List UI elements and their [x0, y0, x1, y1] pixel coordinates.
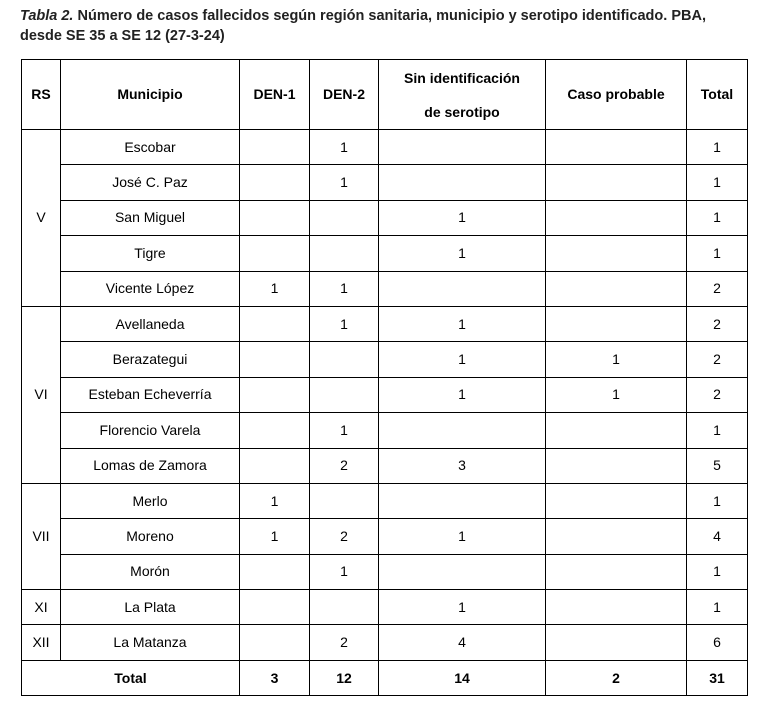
sin-cell: 4	[379, 625, 546, 660]
den2-cell: 1	[310, 165, 379, 200]
caso-cell	[546, 306, 687, 341]
den1-cell	[240, 413, 310, 448]
municipio-cell: Florencio Varela	[61, 413, 240, 448]
sin-cell: 1	[379, 236, 546, 271]
total-cell: 2	[687, 377, 748, 412]
den2-cell	[310, 590, 379, 625]
total-cell: 4	[687, 519, 748, 554]
caso-cell	[546, 448, 687, 483]
total-cell: 6	[687, 625, 748, 660]
table-caption	[20, 6, 750, 46]
den1-cell	[240, 306, 310, 341]
municipio-cell: Escobar	[61, 130, 240, 165]
rs-cell: VI	[22, 306, 61, 483]
header-caso-probable: Caso probable	[546, 60, 687, 130]
den1-cell	[240, 625, 310, 660]
sin-cell: 1	[379, 519, 546, 554]
den2-cell	[310, 377, 379, 412]
caption-text: Número de casos fallecidos según región sanitaria, municipio y serotipo identificado. PBA, desde SE 35 a SE 12 (27-3-24)	[20, 8, 706, 44]
table-row	[22, 236, 748, 271]
total-cell: 1	[687, 236, 748, 271]
den1-cell: 1	[240, 271, 310, 306]
total-cell: 1	[687, 130, 748, 165]
den2-cell	[310, 236, 379, 271]
municipio-cell: Morón	[61, 554, 240, 589]
den1-cell	[240, 130, 310, 165]
sin-cell: 1	[379, 200, 546, 235]
municipio-cell: Tigre	[61, 236, 240, 271]
caso-cell	[546, 483, 687, 518]
table-row	[22, 342, 748, 377]
municipio-cell: Vicente López	[61, 271, 240, 306]
sin-cell: 1	[379, 306, 546, 341]
table-row	[22, 590, 748, 625]
header-total: Total	[687, 60, 748, 130]
header-den1: DEN-1	[240, 60, 310, 130]
municipio-cell: Lomas de Zamora	[61, 448, 240, 483]
caso-cell	[546, 590, 687, 625]
den1-cell: 1	[240, 483, 310, 518]
total-cell: 1	[687, 554, 748, 589]
total-cell: 1	[687, 590, 748, 625]
sin-cell: 1	[379, 342, 546, 377]
table-row	[22, 271, 748, 306]
rs-cell: VII	[22, 483, 61, 589]
total-cell: 1	[687, 413, 748, 448]
total-cell: 5	[687, 448, 748, 483]
totals-row	[22, 660, 748, 695]
table-row	[22, 377, 748, 412]
den2-cell	[310, 342, 379, 377]
table-row	[22, 519, 748, 554]
den2-cell: 2	[310, 519, 379, 554]
total-cell: 1	[687, 165, 748, 200]
total-cell: 2	[687, 271, 748, 306]
municipio-cell: Moreno	[61, 519, 240, 554]
caption-lead: Tabla 2.	[20, 8, 74, 24]
den1-cell	[240, 342, 310, 377]
table-row	[22, 413, 748, 448]
caso-cell	[546, 271, 687, 306]
table-row	[22, 165, 748, 200]
sin-cell	[379, 554, 546, 589]
header-rs: RS	[22, 60, 61, 130]
table-body	[22, 130, 748, 661]
table-row	[22, 448, 748, 483]
sin-cell	[379, 271, 546, 306]
sin-cell: 3	[379, 448, 546, 483]
den1-cell	[240, 590, 310, 625]
totals-caso: 2	[546, 660, 687, 695]
header-municipio: Municipio	[61, 60, 240, 130]
caso-cell	[546, 519, 687, 554]
den2-cell: 2	[310, 625, 379, 660]
den2-cell: 1	[310, 413, 379, 448]
den2-cell	[310, 200, 379, 235]
rs-cell: XII	[22, 625, 61, 660]
table-row	[22, 130, 748, 165]
caso-cell	[546, 625, 687, 660]
caso-cell	[546, 165, 687, 200]
caso-cell	[546, 554, 687, 589]
sin-cell: 1	[379, 377, 546, 412]
municipio-cell: José C. Paz	[61, 165, 240, 200]
table-row	[22, 625, 748, 660]
caso-cell	[546, 130, 687, 165]
total-cell: 2	[687, 342, 748, 377]
sin-cell	[379, 165, 546, 200]
totals-den2: 12	[310, 660, 379, 695]
deaths-table	[21, 59, 748, 696]
header-sin-line1: Sin identificación	[404, 69, 520, 86]
sin-cell	[379, 130, 546, 165]
sin-cell	[379, 413, 546, 448]
header-sin-identificacion	[379, 60, 546, 130]
table-row	[22, 200, 748, 235]
header-sin-line2: de serotipo	[424, 103, 500, 120]
den2-cell: 2	[310, 448, 379, 483]
header-row	[22, 60, 748, 130]
municipio-cell: Esteban Echeverría	[61, 377, 240, 412]
caso-cell	[546, 413, 687, 448]
den1-cell	[240, 448, 310, 483]
sin-cell: 1	[379, 590, 546, 625]
municipio-cell: San Miguel	[61, 200, 240, 235]
den2-cell: 1	[310, 130, 379, 165]
sin-cell	[379, 483, 546, 518]
total-cell: 1	[687, 200, 748, 235]
totals-label: Total	[22, 660, 240, 695]
rs-cell: V	[22, 130, 61, 307]
total-cell: 1	[687, 483, 748, 518]
den2-cell	[310, 483, 379, 518]
caso-cell	[546, 200, 687, 235]
den1-cell	[240, 554, 310, 589]
den2-cell: 1	[310, 271, 379, 306]
caso-cell: 1	[546, 342, 687, 377]
den1-cell	[240, 377, 310, 412]
municipio-cell: Avellaneda	[61, 306, 240, 341]
table-row	[22, 554, 748, 589]
den1-cell	[240, 236, 310, 271]
totals-sin: 14	[379, 660, 546, 695]
table-row	[22, 306, 748, 341]
totals-den1: 3	[240, 660, 310, 695]
total-cell: 2	[687, 306, 748, 341]
den2-cell: 1	[310, 306, 379, 341]
caso-cell	[546, 236, 687, 271]
den1-cell	[240, 165, 310, 200]
den1-cell: 1	[240, 519, 310, 554]
municipio-cell: La Plata	[61, 590, 240, 625]
den1-cell	[240, 200, 310, 235]
municipio-cell: Berazategui	[61, 342, 240, 377]
rs-cell: XI	[22, 590, 61, 625]
den2-cell: 1	[310, 554, 379, 589]
totals-total: 31	[687, 660, 748, 695]
table-row	[22, 483, 748, 518]
municipio-cell: Merlo	[61, 483, 240, 518]
caso-cell: 1	[546, 377, 687, 412]
header-den2: DEN-2	[310, 60, 379, 130]
municipio-cell: La Matanza	[61, 625, 240, 660]
